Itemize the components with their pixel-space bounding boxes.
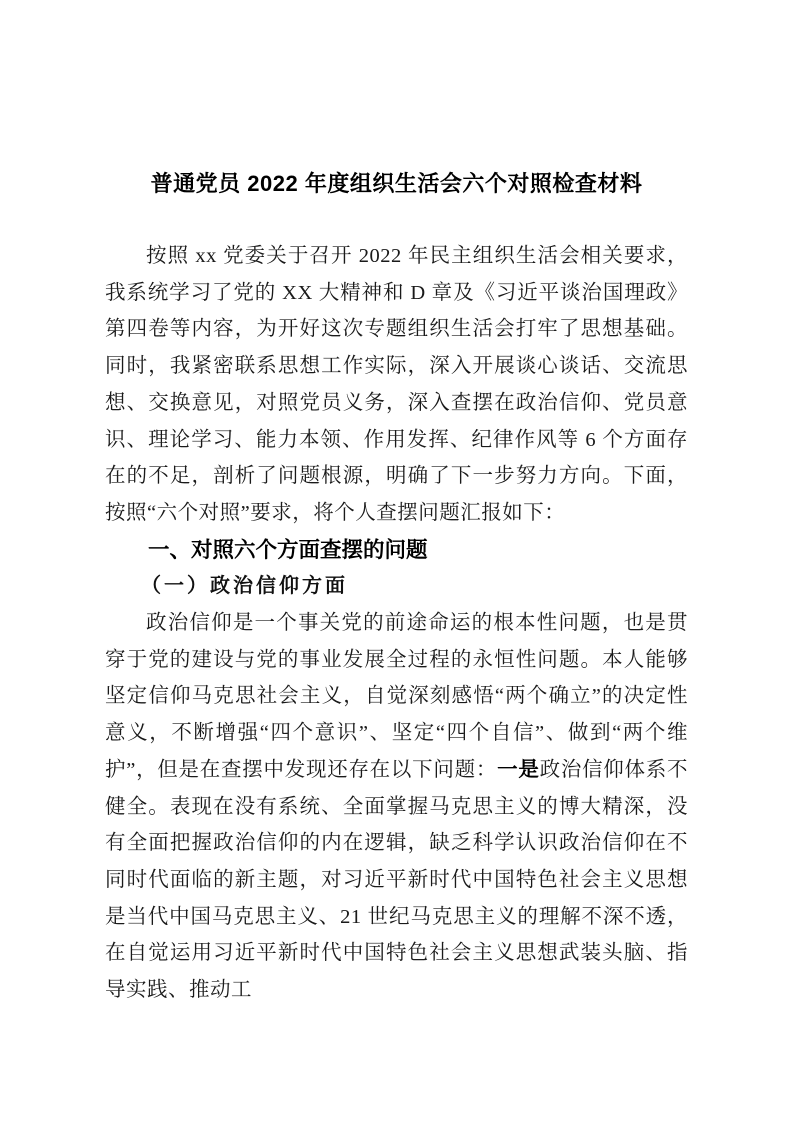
document-title: 普通党员 2022 年度组织生活会六个对照检查材料 — [150, 171, 643, 196]
intro-paragraph: 按照 xx 党委关于召开 2022 年民主组织生活会相关要求，我系统学习了党的 XX 大精神和 D 章及《习近平谈治国理政》第四卷等内容，为开好这次专题组织生活会打牢了思想基础。同时，我紧密联系思想工作实际，深入开展谈心谈话、交流思想、交换意见，对照党员义务，深入查摆在政治信仰、党员意识、理论学习、能力本领、作用发挥、纪律作风等 6 个方面存在的不足，剖析了问题根源，明确了下一步努力方向。下面，按照“六个对照”要求，将个人查摆问题汇报如下： — [105, 245, 688, 524]
belief-bold-run: 一是 — [497, 758, 540, 781]
section-heading-1: 一、对照六个方面查摆的问题 — [148, 537, 428, 562]
belief-text-before-bold: 政治信仰是一个事关党的前途命运的根本性问题，也是贯穿于党的建设与党的事业发展全过程的永恒性问题。本人能够坚定信仰马克思社会主义，自觉深刻感悟“两个确立”的决定性意义，不断增强“四个意识”、坚定“四个自信”、做到“两个维护”，但是在查摆中发现还存在以下问题： — [105, 612, 688, 781]
belief-text-after-bold: 政治信仰体系不健全。表现在没有系统、全面掌握马克思主义的博大精深，没有全面把握政治信仰的内在逻辑，缺乏科学认识政治信仰在不同时代面临的新主题，对习近平新时代中国特色社会主义思想是当代中国马克思主义、21 世纪马克思主义的理解不深不透，在自觉运用习近平新时代中国特色社会主义思想武装头脑、指导实践、推动工 — [105, 758, 689, 1002]
political-belief-paragraph — [105, 605, 688, 1009]
subsection-heading-1: （一）政治信仰方面 — [141, 575, 348, 598]
